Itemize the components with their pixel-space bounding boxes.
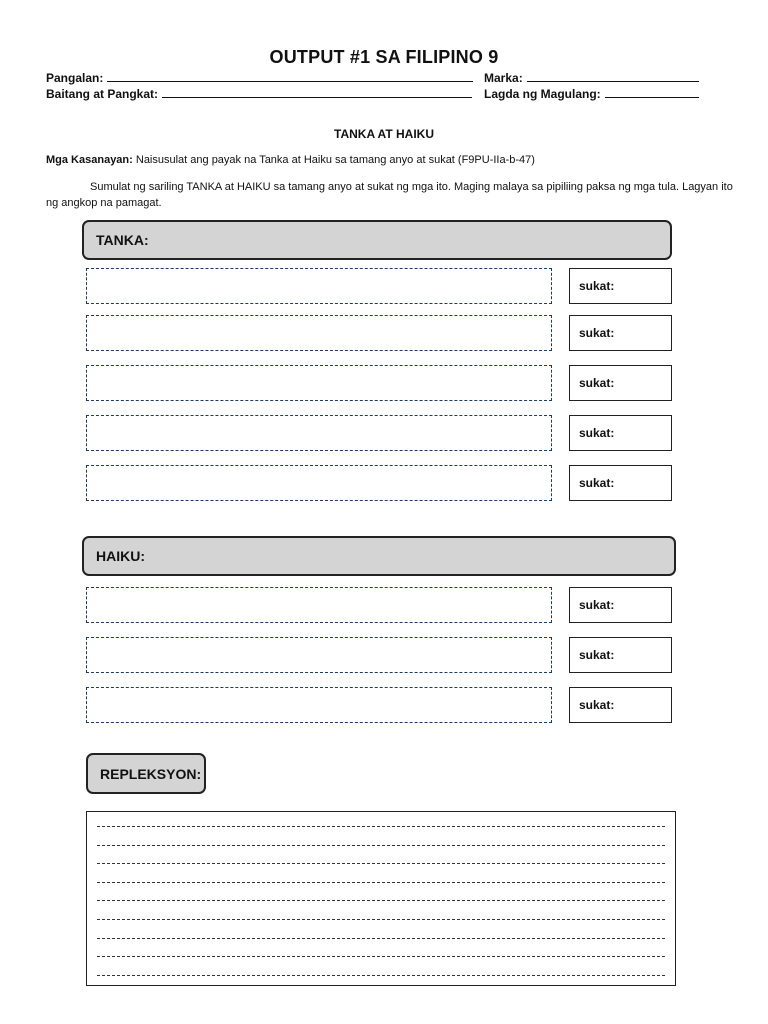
tanka-sukat-box[interactable]: sukat: bbox=[569, 415, 672, 451]
section-subtitle: TANKA AT HAIKU bbox=[334, 127, 434, 141]
competency-text bbox=[46, 154, 535, 166]
reflection-writing-line bbox=[97, 863, 665, 864]
reflection-writing-line bbox=[97, 919, 665, 920]
reflection-writing-line bbox=[97, 975, 665, 976]
tanka-sukat-box[interactable]: sukat: bbox=[569, 315, 672, 351]
tanka-sukat-box[interactable]: sukat: bbox=[569, 465, 672, 501]
reflection-writing-area[interactable] bbox=[86, 811, 676, 986]
reflection-writing-line bbox=[97, 845, 665, 846]
worksheet-title: OUTPUT #1 SA FILIPINO 9 bbox=[269, 47, 499, 67]
tanka-heading-label: TANKA: bbox=[96, 232, 149, 248]
reflection-writing-line bbox=[97, 882, 665, 883]
tanka-sukat-box[interactable]: sukat: bbox=[569, 268, 672, 304]
competency-description: Naisusulat ang payak na Tanka at Haiku sa tamang anyo at sukat (F9PU-IIa-b-47) bbox=[132, 154, 535, 166]
reflection-heading bbox=[86, 753, 206, 794]
parent-signature-label: Lagda ng Magulang: bbox=[484, 87, 601, 101]
reflection-heading-label: REPLEKSYON: bbox=[100, 765, 202, 782]
tanka-line-input[interactable] bbox=[86, 268, 552, 304]
tanka-sukat-box[interactable]: sukat: bbox=[569, 365, 672, 401]
parent-signature-blank[interactable] bbox=[605, 86, 699, 98]
tanka-line-input[interactable] bbox=[86, 465, 552, 501]
reflection-writing-line bbox=[97, 826, 665, 827]
haiku-sukat-box[interactable]: sukat: bbox=[569, 687, 672, 723]
tanka-line-input[interactable] bbox=[86, 315, 552, 351]
haiku-line-input[interactable] bbox=[86, 587, 552, 623]
haiku-sukat-box[interactable]: sukat: bbox=[569, 587, 672, 623]
haiku-sukat-box[interactable]: sukat: bbox=[569, 637, 672, 673]
reflection-writing-line bbox=[97, 900, 665, 901]
haiku-heading-label: HAIKU: bbox=[96, 548, 145, 564]
haiku-line-input[interactable] bbox=[86, 637, 552, 673]
tanka-line-input[interactable] bbox=[86, 365, 552, 401]
score-blank[interactable] bbox=[527, 70, 699, 82]
score-field bbox=[484, 70, 699, 85]
competency-label: Mga Kasanayan: bbox=[46, 154, 133, 166]
grade-section-field bbox=[46, 86, 472, 101]
grade-section-label: Baitang at Pangkat: bbox=[46, 87, 159, 101]
instructions: Sumulat ng sariling TANKA at HAIKU sa tamang anyo at sukat ng mga ito. Maging malaya sa pipiliing paksa ng mga tula. Lagyan ito ng angkop na pamagat. bbox=[46, 181, 733, 209]
score-label: Marka: bbox=[484, 71, 523, 85]
tanka-line-input[interactable] bbox=[86, 415, 552, 451]
parent-signature-field bbox=[484, 86, 699, 101]
haiku-line-input[interactable] bbox=[86, 687, 552, 723]
name-blank[interactable] bbox=[107, 70, 473, 82]
reflection-writing-line bbox=[97, 938, 665, 939]
name-field bbox=[46, 70, 473, 85]
reflection-writing-line bbox=[97, 956, 665, 957]
haiku-heading bbox=[82, 536, 676, 576]
name-label: Pangalan: bbox=[46, 71, 104, 85]
grade-section-blank[interactable] bbox=[162, 86, 472, 98]
tanka-heading bbox=[82, 220, 672, 260]
